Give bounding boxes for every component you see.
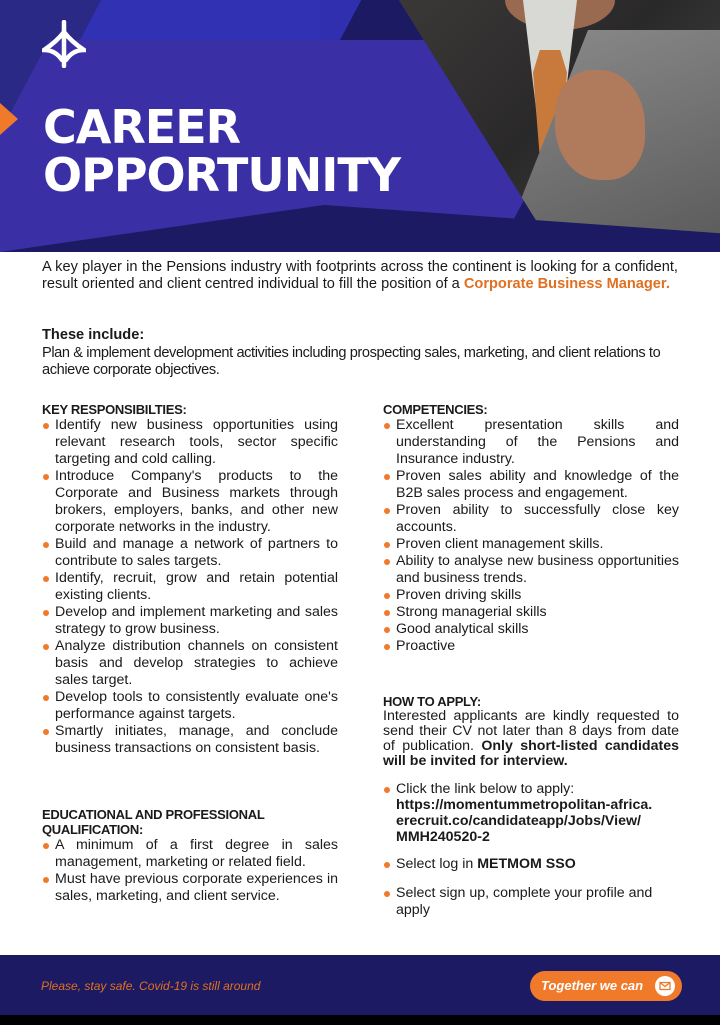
list-item bbox=[42, 638, 338, 689]
list-item-text: Strong managerial skills bbox=[396, 604, 547, 620]
slogan-badge bbox=[530, 971, 682, 1001]
safety-note: Please, stay safe. Covid-19 is still around bbox=[41, 979, 261, 993]
bullet-icon bbox=[384, 644, 390, 650]
apply-step-bold: METMOM SSO bbox=[477, 856, 576, 872]
list-item-text: Develop and implement marketing and sales strategy to grow business. bbox=[55, 604, 338, 637]
responsibilities-list bbox=[42, 417, 338, 757]
apply-text: Interested applicants are kindly requested to send their CV not later than 8 days from date of publication. bbox=[383, 708, 679, 754]
list-item-text: Must have previous corporate experiences in sales, marketing, and client service. bbox=[55, 871, 338, 904]
list-item bbox=[42, 723, 338, 757]
bullet-icon bbox=[384, 891, 390, 897]
bullet-icon bbox=[384, 787, 390, 793]
list-item-text: Introduce Company's products to the Corporate and Business markets through brokers, employers, banks, and other new corporate networks in the industry. bbox=[55, 468, 338, 535]
includes-text: Plan & implement development activities including prospecting sales, marketing, and client relations to achieve corporate objectives. bbox=[42, 345, 661, 378]
accent-arrow-icon bbox=[0, 103, 18, 135]
bullet-icon bbox=[384, 610, 390, 616]
bullet-icon bbox=[384, 474, 390, 480]
list-item-text: Build and manage a network of partners to contribute to sales targets. bbox=[55, 536, 338, 569]
mail-icon-glyph bbox=[655, 976, 675, 996]
bullet-icon bbox=[384, 593, 390, 599]
responsibilities-section bbox=[42, 402, 338, 757]
qualification-heading: EDUCATIONAL AND PROFESSIONAL bbox=[42, 807, 265, 822]
apply-section bbox=[383, 694, 679, 769]
company-logo-icon bbox=[42, 20, 86, 68]
list-item bbox=[42, 871, 338, 905]
list-item-text: Proactive bbox=[396, 638, 456, 654]
competencies-section bbox=[383, 402, 679, 655]
photo-hand bbox=[555, 70, 645, 180]
bullet-icon bbox=[43, 474, 49, 480]
list-item-text: Proven ability to successfully close key accounts. bbox=[396, 502, 679, 535]
list-item bbox=[42, 837, 338, 871]
list-item bbox=[42, 604, 338, 638]
bullet-icon bbox=[43, 877, 49, 883]
competencies-heading: COMPETENCIES: bbox=[383, 402, 488, 417]
bullet-icon bbox=[384, 559, 390, 565]
mail-icon bbox=[655, 976, 675, 996]
list-item-text: Identify, recruit, grow and retain potential existing clients. bbox=[55, 570, 338, 603]
apply-steps-list bbox=[383, 781, 679, 919]
apply-steps bbox=[383, 781, 679, 919]
qualification-list bbox=[42, 837, 338, 905]
bullet-icon bbox=[43, 644, 49, 650]
list-item-text: Develop tools to consistently evaluate one's performance against targets. bbox=[55, 689, 338, 722]
list-item bbox=[42, 570, 338, 604]
list-item-text: Excellent presentation skills and understanding of the Pensions and Insurance industry. bbox=[396, 417, 679, 467]
list-item bbox=[383, 604, 679, 621]
intro-text: A key player in the Pensions industry with footprints across the continent is looking for a confident, result oriented and client centred individual to fill the position of a bbox=[42, 259, 678, 292]
list-item bbox=[42, 417, 338, 468]
apply-heading: HOW TO APPLY: bbox=[383, 694, 481, 709]
bottom-strip bbox=[0, 1015, 720, 1025]
bullet-icon bbox=[384, 862, 390, 868]
page-title bbox=[43, 100, 401, 202]
qualification-section bbox=[42, 807, 338, 905]
list-item bbox=[383, 885, 679, 919]
list-item bbox=[383, 417, 679, 468]
slogan-text: Together we can bbox=[541, 978, 644, 993]
bullet-icon bbox=[384, 542, 390, 548]
bullet-icon bbox=[384, 627, 390, 633]
apply-instructions bbox=[383, 709, 679, 769]
list-item bbox=[383, 553, 679, 587]
bullet-icon bbox=[384, 508, 390, 514]
apply-step-text: Select log in bbox=[396, 856, 478, 872]
competencies-list bbox=[383, 417, 679, 655]
includes-heading: These include: bbox=[42, 327, 145, 343]
list-item bbox=[383, 781, 679, 845]
list-item-text: A minimum of a first degree in sales management, marketing or related field. bbox=[55, 837, 338, 870]
bullet-icon bbox=[43, 542, 49, 548]
title-line-2: OPPORTUNITY bbox=[43, 148, 401, 202]
position-title: Corporate Business Manager bbox=[463, 276, 666, 292]
list-item-text: Proven driving skills bbox=[396, 587, 522, 603]
link-line-2[interactable]: erecruit.co/candidateapp/Jobs/View/ bbox=[396, 813, 641, 829]
application-link[interactable] bbox=[396, 797, 652, 845]
link-line-3[interactable]: MMH240520-2 bbox=[396, 829, 490, 845]
intro-paragraph bbox=[42, 259, 678, 293]
list-item bbox=[42, 536, 338, 570]
list-item-text: Identify new business opportunities using relevant research tools, sector specific targeting and cold calling. bbox=[55, 417, 338, 467]
list-item bbox=[383, 468, 679, 502]
apply-step-label: Click the link below to apply: bbox=[396, 781, 575, 797]
list-item bbox=[42, 689, 338, 723]
list-item bbox=[383, 587, 679, 604]
bullet-icon bbox=[43, 576, 49, 582]
bullet-icon bbox=[43, 843, 49, 849]
list-item bbox=[383, 621, 679, 638]
apply-step-text: Select sign up, complete your profile and apply bbox=[396, 885, 653, 918]
bullet-icon bbox=[43, 610, 49, 616]
bullet-icon bbox=[384, 423, 390, 429]
list-item-text: Proven sales ability and knowledge of the B2B sales process and engagement. bbox=[396, 468, 679, 501]
intro-end: . bbox=[665, 276, 670, 292]
responsibilities-heading: KEY RESPONSIBILTIES: bbox=[42, 402, 187, 417]
bullet-icon bbox=[43, 423, 49, 429]
apply-note: Only short-listed candidates will be invited for interview. bbox=[383, 738, 679, 769]
title-line-1: CAREER bbox=[43, 100, 241, 154]
list-item bbox=[383, 638, 679, 655]
bullet-icon bbox=[43, 729, 49, 735]
list-item-text: Analyze distribution channels on consistent basis and develop strategies to achieve sales target. bbox=[55, 638, 338, 688]
qualification-heading-2: QUALIFICATION: bbox=[42, 822, 143, 837]
list-item bbox=[383, 856, 679, 873]
link-line-1[interactable]: https://momentummetropolitan-africa. bbox=[396, 797, 653, 813]
footer-banner bbox=[0, 955, 720, 1015]
list-item-text: Ability to analyse new business opportunities and business trends. bbox=[396, 553, 679, 586]
list-item bbox=[383, 502, 679, 536]
list-item bbox=[383, 536, 679, 553]
list-item-text: Proven client management skills. bbox=[396, 536, 604, 552]
bullet-icon bbox=[43, 695, 49, 701]
list-item bbox=[42, 468, 338, 536]
list-item-text: Good analytical skills bbox=[396, 621, 529, 637]
list-item-text: Smartly initiates, manage, and conclude business transactions on consistent basis. bbox=[55, 723, 338, 756]
